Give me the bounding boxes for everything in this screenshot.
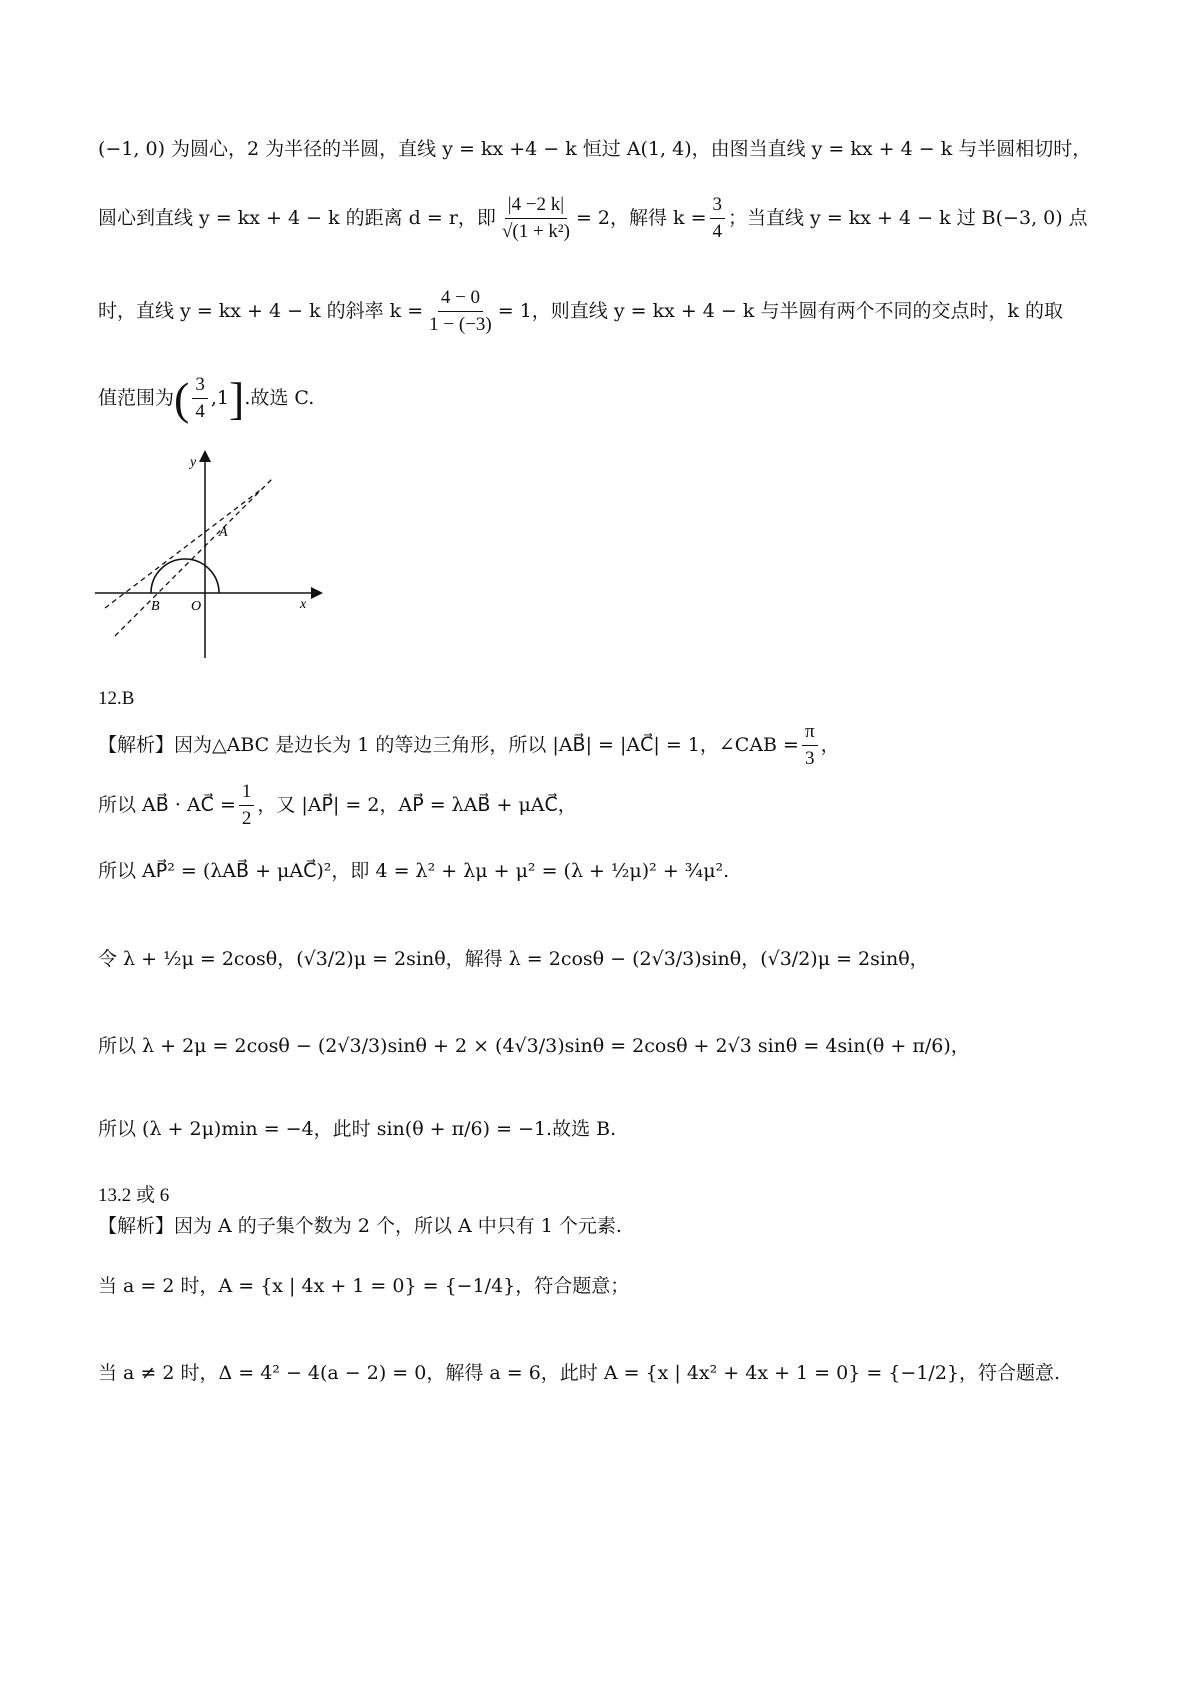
interval-right-value: ,1 — [210, 387, 229, 410]
k-fraction — [710, 195, 726, 243]
q12-line-4: 令 λ + ½μ = 2cosθ，(√3/2)μ = 2sinθ，解得 λ = 2cosθ − (2√3/3)sinθ，(√3/2)μ = 2sinθ， — [98, 948, 929, 970]
distance-fraction-numerator: |4 −2 k| — [505, 195, 567, 219]
q13-heading: 13.2 或 6 — [98, 1185, 170, 1206]
q12-heading: 12.B — [98, 688, 135, 709]
solution-11-line-4 — [98, 372, 315, 424]
semicircle-figure — [95, 448, 335, 668]
distance-fraction — [499, 195, 573, 243]
interval-fraction-denominator: 4 — [195, 400, 205, 422]
interval-fraction-numerator: 3 — [192, 375, 208, 399]
q12-line-3: 所以 AP⃗² = (λAB⃗ + μAC⃗)²，即 4 = λ² + λμ + μ² = (λ + ½μ)² + ¾μ². — [98, 860, 730, 882]
q12-dot-numerator: 1 — [239, 782, 255, 806]
q12-angle-denominator: 3 — [805, 747, 815, 769]
solution-11-line-3-pre: 时，直线 y = kx + 4 − k 的斜率 k = — [98, 300, 424, 323]
solution-11-line-4-post: .故选 C. — [244, 387, 315, 410]
semicircle — [151, 559, 219, 593]
k-fraction-numerator: 3 — [710, 195, 726, 219]
q12-line-2-post: ，又 |AP⃗| = 2，AP⃗ = λAB⃗ + μAC⃗， — [257, 794, 577, 817]
q12-line-5: 所以 λ + 2μ = 2cosθ − (2√3/3)sinθ + 2 × (4√3/3)sinθ = 2cosθ + 2√3 sinθ = 4sin(θ + π/6)， — [98, 1035, 970, 1057]
q12-line-6: 所以 (λ + 2μ)min = −4，此时 sin(θ + π/6) = −1.故选 B. — [98, 1118, 617, 1140]
solution-11-line-3 — [98, 288, 1063, 336]
q12-line-2 — [98, 782, 577, 830]
solution-11-line-4-pre: 值范围为 — [98, 387, 175, 410]
q13-line-2: 当 a = 2 时，A = {x | 4x + 1 = 0} = {−1/4}，符合题意； — [98, 1275, 630, 1297]
q12-line-1 — [98, 722, 840, 770]
solution-11-line-2 — [98, 195, 1088, 243]
interval-right-bracket: ] — [228, 372, 245, 424]
q12-line-1-post: ， — [820, 734, 840, 757]
slope-fraction-denominator: 1 − (−3) — [429, 313, 492, 335]
solution-11-line-2-post: ；当直线 y = kx + 4 − k 过 B(−3, 0) 点 — [728, 207, 1088, 230]
solution-11-line-1: (−1, 0) 为圆心，2 为半径的半圆，直线 y = kx +4 − k 恒过 A(1, 4)，由图当直线 y = kx + 4 − k 与半圆相切时， — [98, 138, 1092, 160]
q13-line-1: 【解析】因为 A 的子集个数为 2 个，所以 A 中只有 1 个元素. — [98, 1215, 622, 1237]
q12-dot-fraction — [239, 782, 255, 830]
distance-fraction-denominator: √(1 + k²) — [501, 220, 570, 242]
label-y: y — [190, 455, 197, 470]
q13-line-3: 当 a ≠ 2 时，Δ = 4² − 4(a − 2) = 0，解得 a = 6，此时 A = {x | 4x² + 4x + 1 = 0} = {−1/2}，符合题意. — [98, 1362, 1061, 1384]
slope-fraction — [426, 288, 495, 336]
slope-fraction-numerator: 4 − 0 — [438, 288, 483, 312]
interval-fraction — [192, 375, 208, 423]
q12-line-2-pre: 所以 AB⃗ · AC⃗ = — [98, 794, 236, 817]
q12-line-1-pre: 【解析】因为△ABC 是边长为 1 的等边三角形，所以 |AB⃗| = |AC⃗| = 1，∠CAB = — [98, 734, 799, 757]
interval-left-paren: ( — [174, 372, 190, 424]
label-B: B — [151, 599, 160, 614]
tangent-line — [105, 488, 263, 608]
solution-11-line-3-post: = 1，则直线 y = kx + 4 − k 与半圆有两个不同的交点时，k 的取 — [497, 300, 1063, 323]
label-O: O — [191, 599, 202, 614]
label-A: A — [219, 525, 228, 540]
q12-angle-numerator: π — [802, 722, 818, 746]
label-x: x — [300, 597, 307, 612]
q12-dot-denominator: 2 — [241, 807, 252, 829]
solution-11-line-2-mid: = 2，解得 k = — [575, 207, 707, 230]
q12-angle-fraction — [802, 722, 818, 770]
k-fraction-denominator: 4 — [712, 220, 722, 242]
solution-11-line-2-pre: 圆心到直线 y = kx + 4 − k 的距离 d = r，即 — [98, 207, 496, 230]
